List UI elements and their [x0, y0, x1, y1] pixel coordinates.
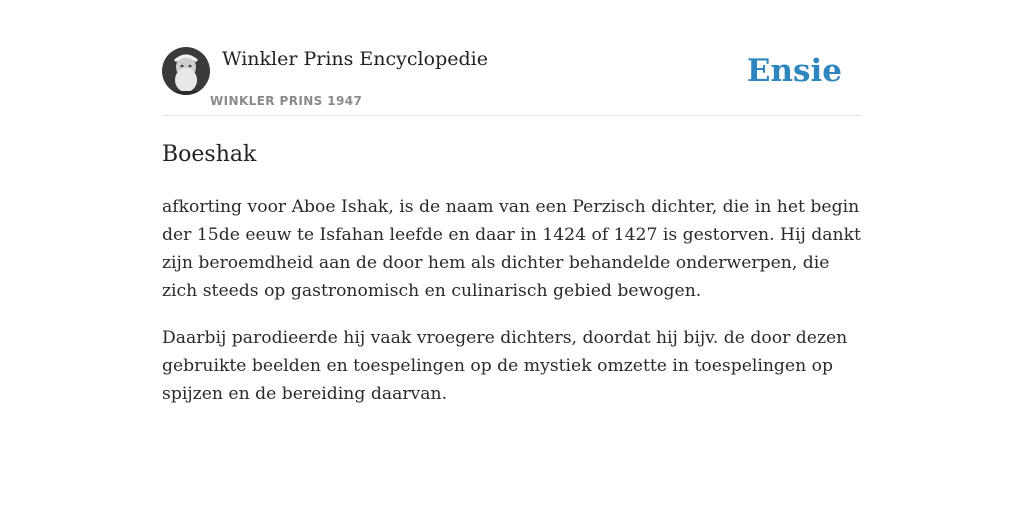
article-paragraph: afkorting voor Aboe Ishak, is de naam van een Perzisch dichter, die in het begin der 15de eeuw te Isfahan leefde en daar in 1424 of 1427 is gestorven. Hij dankt zijn beroemdheid aan de door hem als dichter behandelde onderwerpen, die zich steeds op gastronomisch en culinarisch gebied bewogen.	[162, 197, 861, 301]
brand-logo[interactable]: Ensie	[746, 53, 842, 89]
article-paragraph: Daarbij parodieerde hij vaak vroegere dichters, doordat hij bijv. de door dezen gebruikte beelden en toespelingen op de mystiek omzette in toespelingen op spijzen en de bereiding daarvan.	[162, 328, 848, 404]
source-subtitle: WINKLER PRINS 1947	[210, 94, 363, 108]
article-card	[162, 0, 862, 512]
author-avatar[interactable]	[162, 47, 210, 95]
source-title[interactable]: Winkler Prins Encyclopedie	[222, 48, 488, 70]
source-header	[162, 46, 862, 116]
article-title: Boeshak	[162, 142, 257, 167]
article-body	[162, 193, 862, 427]
